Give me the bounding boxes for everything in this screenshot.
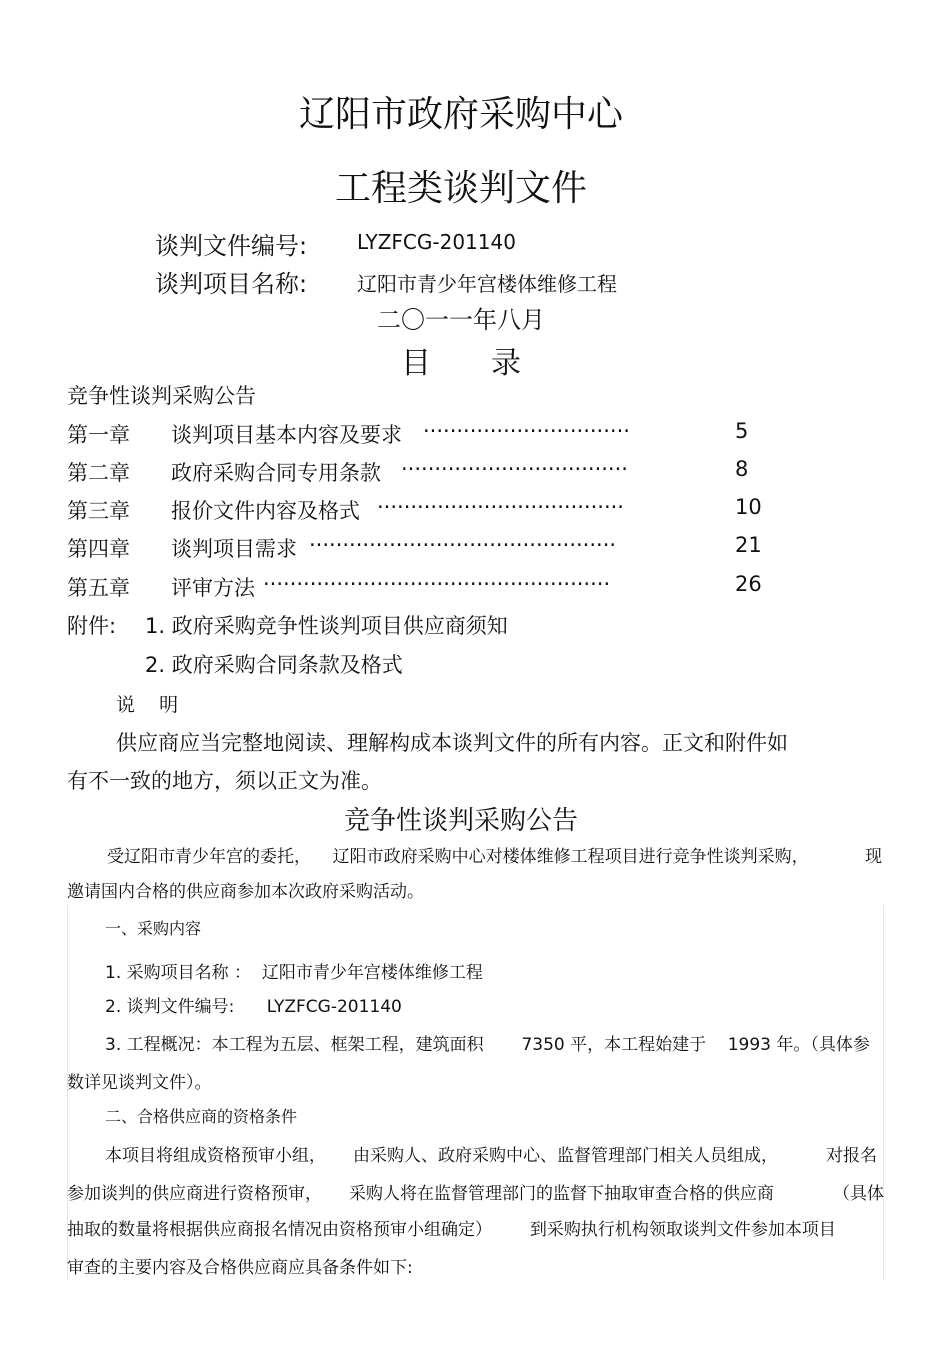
toc-page: 21: [735, 533, 762, 557]
toc-intro: 竞争性谈判采购公告: [67, 384, 256, 408]
note-heading: 说 明: [116, 694, 179, 716]
paragraph-line: 参加谈判的供应商进行资格预审， 采购人将在监督管理部门的监督下抽取审查合格的供应商: [67, 1184, 775, 1204]
toc-page: 10: [735, 495, 762, 519]
list-item: 2. 谈判文件编号: LYZFCG-201140: [105, 997, 402, 1017]
toc-chapter: 第五章: [67, 576, 130, 600]
notice-paragraph: 受辽阳市青少年宫的委托， 辽阳市政府采购中心对楼体维修工程项目进行竞争性谈判采购，: [107, 847, 809, 867]
paragraph-line: 审查的主要内容及合格供应商应具备条件如下:: [67, 1258, 413, 1278]
paragraph-line: 抽取的数量将根据供应商报名情况由资格预审小组确定） 到采购执行机构领取谈判文件参加本项目: [67, 1220, 836, 1240]
toc-row: [67, 572, 787, 602]
toc-title: [0, 338, 922, 382]
toc-leader: ··································: [401, 457, 628, 481]
number-label: 谈判文件编号:: [155, 232, 308, 260]
project-label: 谈判项目名称:: [155, 270, 308, 298]
toc-chapter: 第三章: [67, 499, 130, 523]
attachment-item: 1. 政府采购竞争性谈判项目供应商须知: [145, 614, 508, 638]
toc-row: [67, 457, 787, 487]
notice-title: 竞争性谈判采购公告: [343, 806, 578, 836]
toc-chapter: 第一章: [67, 423, 130, 447]
list-item: 数详见谈判文件）。: [67, 1073, 212, 1093]
paragraph-line: 本项目将组成资格预审小组， 由采购人、政府采购中心、监督管理部门相关人员组成，: [105, 1146, 779, 1166]
toc-name: 谈判项目基本内容及要求: [171, 423, 402, 447]
notice-paragraph: 现: [865, 847, 882, 867]
notice-paragraph: 邀请国内合格的供应商参加本次政府采购活动。: [67, 882, 424, 902]
note-text: 供应商应当完整地阅读、理解构成本谈判文件的所有内容。正文和附件如: [116, 731, 788, 755]
document-title: 辽阳市政府采购中心: [298, 94, 623, 135]
paragraph-line: （具体: [833, 1184, 884, 1204]
toc-leader: ·······························: [423, 419, 630, 443]
toc-page: 5: [735, 419, 749, 443]
paragraph-line: 对报名: [826, 1146, 877, 1166]
toc-row: [67, 419, 787, 449]
toc-name: 报价文件内容及格式: [171, 499, 360, 523]
toc-title-char-2: 录: [491, 346, 521, 381]
toc-name: 政府采购合同专用条款: [171, 461, 381, 485]
toc-page: 26: [735, 572, 762, 596]
number-value: LYZFCG-201140: [357, 230, 516, 254]
attachments-label: 附件:: [67, 614, 117, 638]
list-item: 3. 工程概况：本工程为五层、框架工程，建筑面积 7350 平，本工程始建于 1993 年。（具体参: [105, 1035, 870, 1055]
list-item: 1. 采购项目名称 ： 辽阳市青少年宫楼体维修工程: [105, 963, 483, 983]
toc-chapter: 第二章: [67, 461, 130, 485]
document-date: 二〇一一年八月: [377, 306, 545, 334]
toc-name: 评审方法: [171, 576, 255, 600]
section-heading: 二、合格供应商的资格条件: [105, 1107, 298, 1126]
toc-leader: ····················································: [263, 572, 611, 596]
toc-leader: ·····································: [377, 495, 624, 519]
toc-row: [67, 533, 787, 563]
project-value: 辽阳市青少年宫楼体维修工程: [357, 272, 617, 296]
toc-page: 8: [735, 457, 749, 481]
note-text: 有不一致的地方，须以正文为准。: [67, 769, 382, 793]
toc-leader: ··············································: [309, 533, 617, 557]
section-heading: 一、采购内容: [105, 919, 202, 938]
toc-chapter: 第四章: [67, 537, 130, 561]
toc-title-char-1: 目: [401, 346, 431, 381]
toc-name: 谈判项目需求: [171, 537, 297, 561]
attachment-item: 2. 政府采购合同条款及格式: [145, 653, 403, 677]
toc-row: [67, 495, 787, 525]
document-subtitle: 工程类谈判文件: [334, 168, 587, 209]
